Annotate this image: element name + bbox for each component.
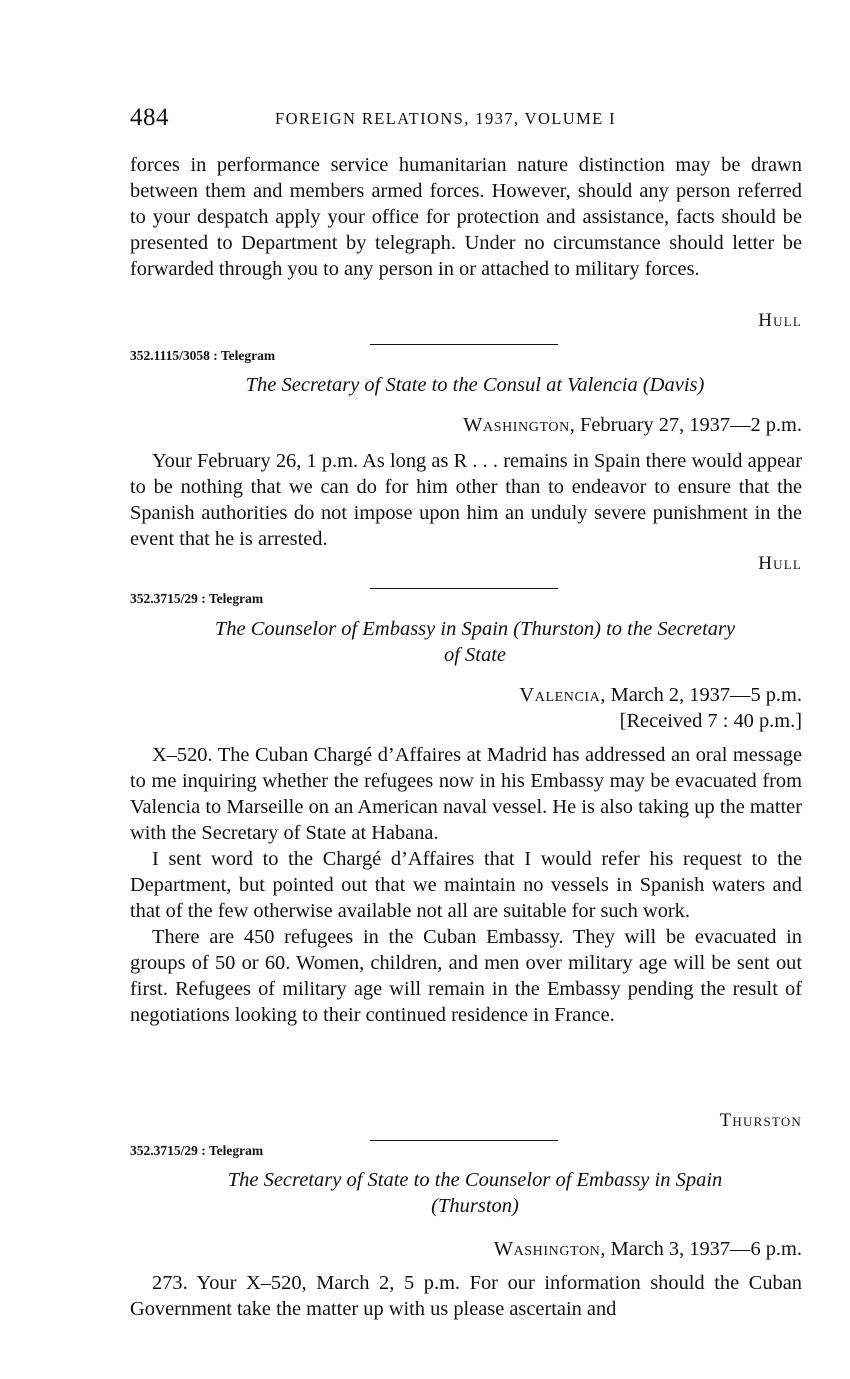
paragraph: Your February 26, 1 p.m. As long as R . . . remains in Spain there would appear to be nothing that we can do for him other than to endeavor to ensure that the Spanish authorities do not impose upon him an unduly severe punishment in the event that he is arrested. [130, 450, 802, 550]
running-head: FOREIGN RELATIONS, 1937, VOLUME I [275, 109, 617, 128]
paragraph: forces in performance service humanitarian nature distinction may be drawn between them and members armed forces. However, should any person referred to your despatch apply your office for protection and assistance, facts should be presented to Department by telegraph. Under no circumstance should letter be forwarded through you to any person in or attached to military forces. [130, 154, 802, 280]
document-title: The Secretary of State to the Consul at Valencia (Davis) [245, 374, 705, 396]
dateline-place: Washington [493, 1238, 601, 1260]
section-divider [370, 1140, 558, 1141]
paragraph: X–520. The Cuban Chargé d’Affaires at Madrid has addressed an oral message to me inquiring whether the refugees now in his Embassy may be evacuated from Valencia to Marseille on an American naval vessel. He is also taking up the matter with the Secretary of State at Habana. [130, 744, 802, 844]
paragraph: I sent word to the Chargé d’Affaires that I would refer his request to the Department, but pointed out that we maintain no vessels in Spanish waters and that of the few otherwise available not all are suitable for such work. [130, 848, 802, 922]
title-line: The Secretary of State to the Counselor of Embassy in Spain [227, 1169, 723, 1191]
telegram-body [130, 448, 802, 552]
received-note: [Received 7 : 40 p.m.] [619, 710, 802, 732]
title-line: The Counselor of Embassy in Spain (Thurston) to the Secretary [214, 618, 736, 640]
telegram-body [130, 742, 802, 1028]
section-divider [370, 344, 558, 345]
dateline [494, 1236, 802, 1262]
paragraph: There are 450 refugees in the Cuban Embassy. They will be evacuated in groups of 50 or 60. Women, children, and men over military age will be sent out first. Refugees of military age will remain in the Embassy pending the result of negotiations looking to their continued residence in France. [130, 926, 802, 1026]
file-reference: 352.1115/3058 : Telegram [130, 348, 276, 363]
dateline-date: , March 3, 1937—6 p.m. [600, 1238, 802, 1260]
dateline-date: , February 27, 1937—2 p.m. [569, 414, 802, 436]
dateline-place: Valencia [519, 684, 601, 706]
signature-hull: Hull [758, 310, 802, 331]
title-line: of State [443, 644, 507, 666]
signature-hull: Hull [758, 553, 802, 574]
page-header [130, 104, 800, 138]
signature-thurston: Thurston [719, 1110, 802, 1131]
continued-paragraph [130, 152, 802, 282]
file-reference: 352.3715/29 : Telegram [130, 591, 264, 606]
dateline-date: , March 2, 1937—5 p.m. [600, 684, 802, 706]
section-divider [370, 588, 558, 589]
file-reference: 352.3715/29 : Telegram [130, 1143, 264, 1158]
dateline [463, 412, 802, 438]
page-number: 484 [130, 104, 169, 131]
title-line: (Thurston) [431, 1195, 519, 1217]
telegram-body [130, 1270, 802, 1322]
dateline-place: Washington [463, 414, 570, 436]
document-title [130, 1167, 820, 1219]
paragraph: 273. Your X–520, March 2, 5 p.m. For our information should the Cuban Government take the matter up with us please ascertain and [130, 1272, 802, 1320]
dateline [519, 682, 802, 734]
document-title [130, 616, 820, 668]
